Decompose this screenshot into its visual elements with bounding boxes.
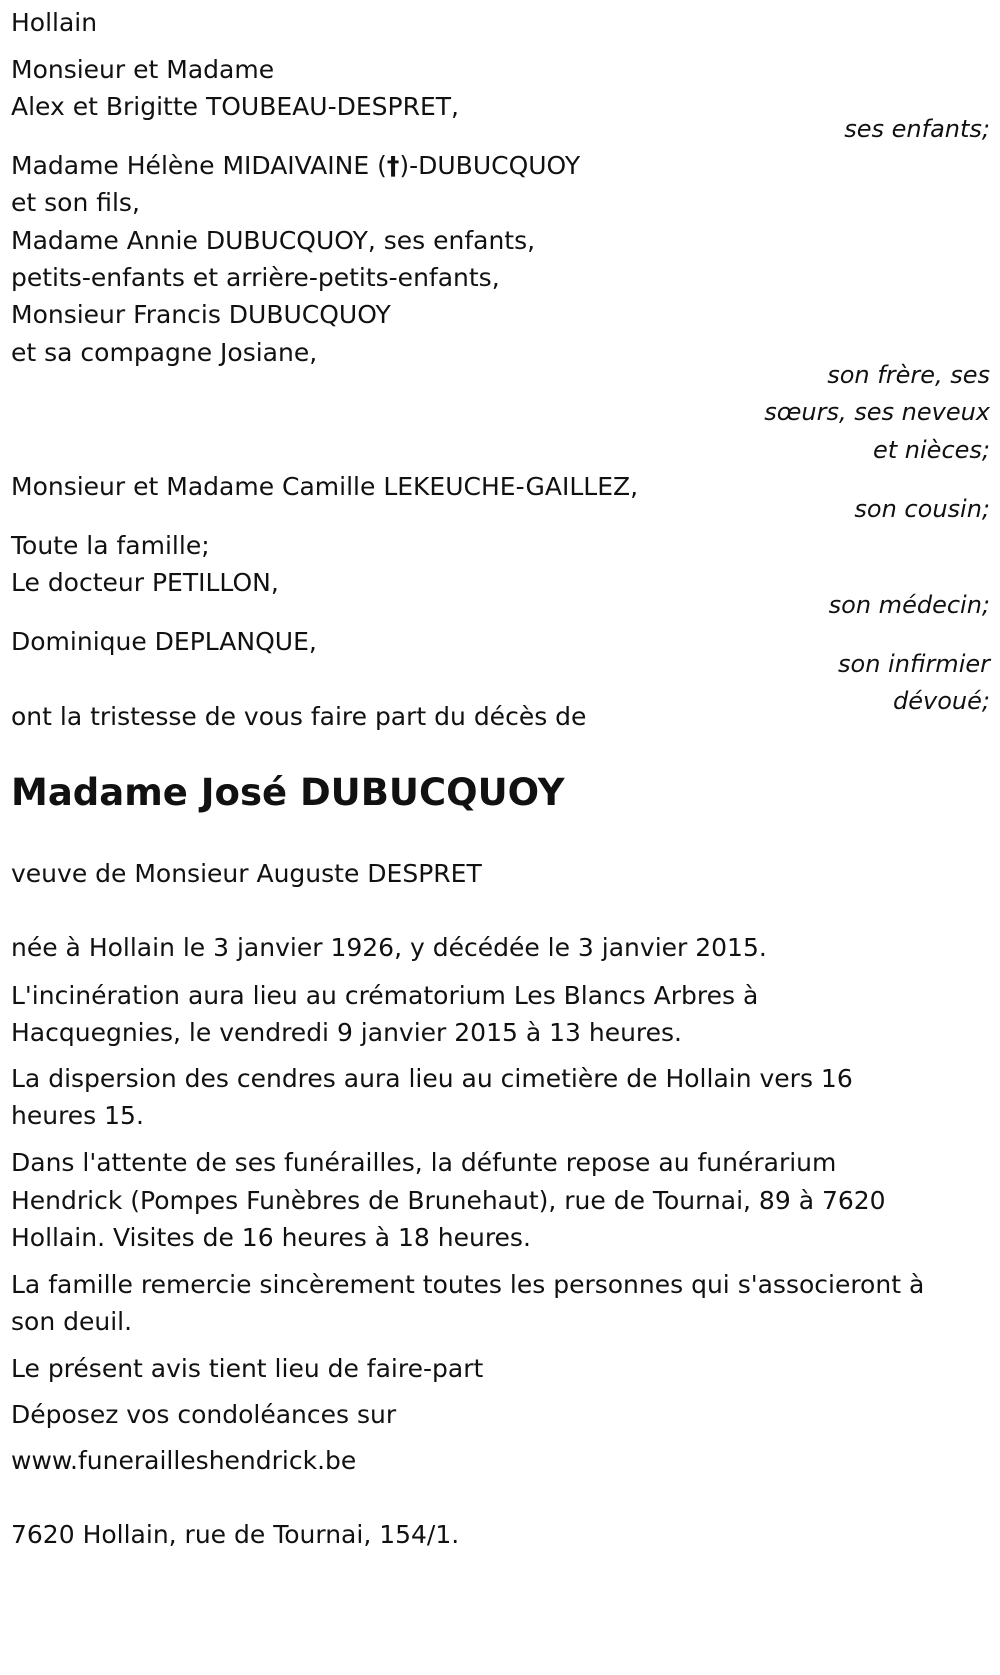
cremation-line-2: Hacquegnies, le vendredi 9 janvier 2015 à 13 heures. [11, 1018, 683, 1047]
address-line: 7620 Hollain, rue de Tournai, 154/1. [11, 1520, 460, 1549]
siblings-line-2: et son fils, [11, 188, 140, 217]
rest-line-1: Dans l'attente de ses funérailles, la défunte repose au funérarium [11, 1148, 837, 1177]
cremation-line-1: L'incinération aura lieu au crématorium Les Blancs Arbres à [11, 981, 759, 1010]
siblings-line-5: Monsieur Francis DUBUCQUOY [11, 300, 391, 329]
rest-line-3: Hollain. Visites de 16 heures à 18 heures. [11, 1223, 531, 1252]
siblings-role-line-3: et nièces; [873, 436, 990, 464]
rest-line-2: Hendrick (Pompes Funèbres de Brunehaut), rue de Tournai, 89 à 7620 [11, 1186, 886, 1215]
siblings-line-1: Madame Hélène MIDAIVAINE (†)-DUBUCQUOY [11, 151, 581, 180]
thanks-line-2: son deuil. [11, 1307, 133, 1336]
siblings-role-line-1: son frère, ses [827, 361, 990, 389]
dispersion-line-2: heures 15. [11, 1101, 144, 1130]
siblings-line-6: et sa compagne Josiane, [11, 338, 318, 367]
siblings-role-line-2: sœurs, ses neveux [764, 398, 990, 426]
siblings-line-4: petits-enfants et arrière-petits-enfants, [11, 263, 500, 292]
dispersion-line-1: La dispersion des cendres aura lieu au cimetière de Hollain vers 16 [11, 1064, 853, 1093]
cousin-line: Monsieur et Madame Camille LEKEUCHE-GAILLEZ, [11, 472, 639, 501]
nurse-role-line-2: dévoué; [893, 687, 990, 715]
nurse-role-line-1: son infirmier [838, 650, 990, 678]
doctor-role: son médecin; [828, 591, 990, 619]
doctor-line: Le docteur PETILLON, [11, 568, 279, 597]
website-link[interactable]: www.funerailleshendrick.be [11, 1446, 357, 1475]
notice-line: Le présent avis tient lieu de faire-part [11, 1354, 484, 1383]
children-line-2: Alex et Brigitte TOUBEAU-DESPRET, [11, 92, 459, 121]
children-line-1: Monsieur et Madame [11, 55, 275, 84]
condolences-line: Déposez vos condoléances sur [11, 1400, 397, 1429]
siblings-line-3: Madame Annie DUBUCQUOY, ses enfants, [11, 226, 536, 255]
announcement-line: ont la tristesse de vous faire part du décès de [11, 702, 587, 731]
widow-of-line: veuve de Monsieur Auguste DESPRET [11, 859, 482, 888]
all-family-line: Toute la famille; [11, 531, 210, 560]
deceased-name: Madame José DUBUCQUOY [11, 771, 565, 814]
children-role: ses enfants; [844, 115, 990, 143]
birth-death-line: née à Hollain le 3 janvier 1926, y décédée le 3 janvier 2015. [11, 933, 767, 962]
cousin-role: son cousin; [854, 495, 990, 523]
place-heading: Hollain [11, 8, 98, 37]
cross-icon: † [386, 151, 400, 180]
thanks-line-1: La famille remercie sincèrement toutes les personnes qui s'associeront à [11, 1270, 925, 1299]
nurse-line: Dominique DEPLANQUE, [11, 627, 317, 656]
